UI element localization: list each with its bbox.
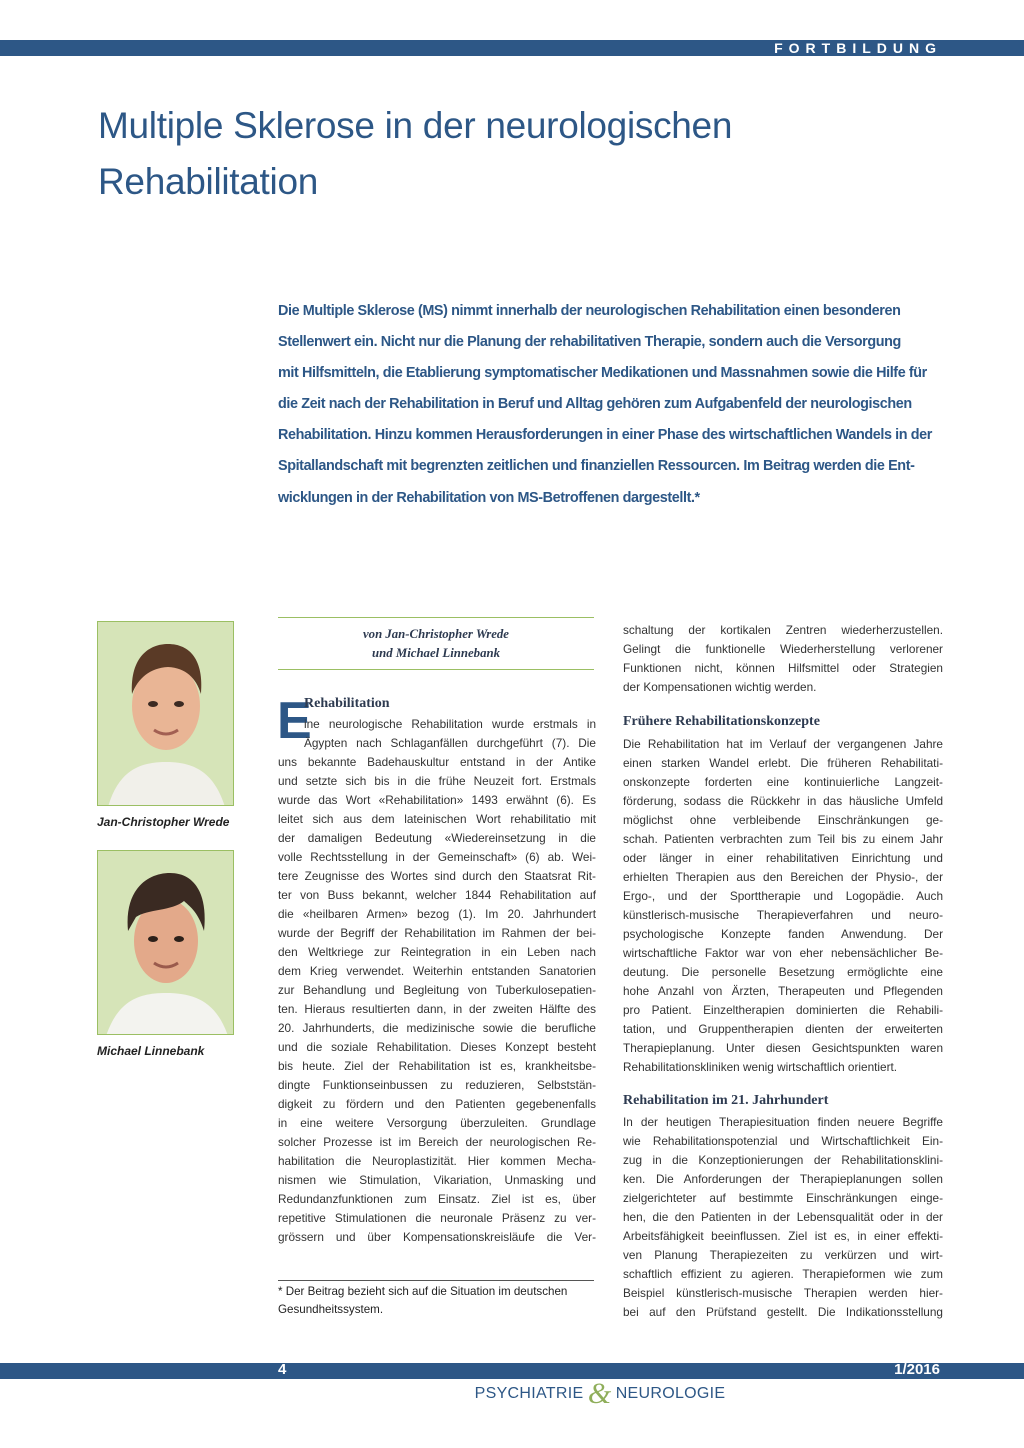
footnote-divider [278,1280,594,1281]
footer-bar [0,1363,1024,1379]
text-line: volle Rechtsstellung in der Gemeinschaft» (6) ab. Wei- [278,850,596,864]
text-line: der Kompensationen wichtig werden. [623,680,817,694]
text-line: und die soziale Rehabilitation. Dieses Konzept besteht [278,1040,596,1054]
text-line: Die Rehabilitation hat im Verlauf der vergangenen Jahre [623,737,943,751]
text-line: ter von Buss bekannt, welcher 1844 Rehabilitation auf [278,888,596,902]
logo-ampersand: & [587,1377,612,1410]
lead-line: mit Hilfsmitteln, die Etablierung symptomatischer Medikationen und Massnahmen sowie die Hilfe für [278,365,927,382]
author-caption-linnebank: Michael Linnebank [97,1044,205,1058]
text-line: ine neurologische Rehabilitation wurde erstmals in [304,717,596,731]
text-line: digkeit zu fördern und den Patienten gegebenenfalls [278,1097,596,1111]
text-line: hohe Anzahl von Ärzten, Therapeuten und Pflegenden [623,984,943,998]
portrait-image [98,851,234,1035]
text-line: förderung, sodass die Rückkehr in das häusliche Umfeld [623,794,943,808]
text-line: Funktionen nicht, können Hilfsmittel oder Strategien [623,661,943,675]
text-line: die «heilbaren Armen» bezog (1). Im 20. Jahrhundert [278,907,596,921]
logo-word-psychiatrie: PSYCHIATRIE [474,1385,584,1402]
author-caption-wrede: Jan-Christopher Wrede [97,815,230,829]
text-line: möglichst ohne verbleibende Einschränkungen ge- [623,813,943,827]
text-line: dem Krieg verwendet. Weiterhin entstanden Sanatorien [278,964,596,978]
page-number: 4 [278,1361,287,1378]
text-line: in eine weitere Versorgung überzuleiten. Grundlage [278,1116,596,1130]
text-line: wurde der Begriff der Rehabilitation im Rahmen der bei- [278,926,596,940]
text-line: onskonzepte forderten eine kontinuierliche Langzeit- [623,775,943,789]
text-line: Gelingt die funktionelle Wiederherstellung verlorener [623,642,943,656]
text-line: habilitation die Neuroplastizität. Hier kommen Mecha- [278,1154,596,1168]
text-line: deutung. Die personelle Besetzung ermöglichte eine [623,965,943,979]
portrait-image [98,622,234,806]
title-line-1: Multiple Sklerose in der neurologischen [98,105,733,146]
text-line: Beispiel künstlerisch-musische Therapien werden hier- [623,1286,943,1300]
drop-cap: E [277,692,312,750]
text-line: künstlerisch-musische Therapieverfahren und neuro- [623,908,943,922]
body-text-col2-section2 [623,735,943,1077]
text-line: zielgerichteter auf bestimmte Einschränkungen einge- [623,1191,943,1205]
footnote-line-2: Gesundheitssystem. [278,1303,384,1316]
author-photo-wrede [97,621,234,806]
lead-paragraph [278,296,948,514]
text-line: hen, die den Patienten in der Lebensqualität oder in der [623,1210,943,1224]
text-line: erhielten Therapien aus den Bereichen der Physio-, der [623,870,943,884]
section-label: FORTBILDUNG [774,40,942,56]
body-text-col1-indented [304,715,596,753]
text-line: Ägypten nach Schlaganfällen durchgeführt (7). Die [304,736,596,750]
journal-logo [450,1379,750,1415]
text-line: einen starken Wandel erlebt. Die früheren Rehabilitati- [623,756,943,770]
text-line: Therapieplanung. Unter diesen Gesichtspunkten waren [623,1041,943,1055]
text-line: 20. Jahrhunderts, die medizinische sowie die berufliche [278,1021,596,1035]
text-line: wurde das Wort «Rehabilitation» 1493 erwähnt (6). Es [278,793,596,807]
article-title [98,98,898,210]
text-line: Redundanzfunktionen zum Einsatz. Ziel ist es, über [278,1192,596,1206]
text-line: psychologische Konzepte fanden Anwendung. Der [623,927,943,941]
issue-number: 1/2016 [894,1361,940,1378]
text-line: ken. Die Anforderungen der Therapieplanungen sollen [623,1172,943,1186]
text-line: ten. Hieraus resultierten dann, in der zweiten Hälfte des [278,1002,596,1016]
text-line: ven Planung Therapiezeiten zu verkürzen und wirt- [623,1248,943,1262]
body-text-col1 [278,753,596,1247]
text-line: schah. Patienten verbrachten zum Teil bis zu einem Jahr [623,832,943,846]
footnote [278,1283,598,1319]
section-heading-21-jahrhundert: Rehabilitation im 21. Jahrhundert [623,1093,829,1108]
section-heading-rehabilitation: Rehabilitation [304,696,390,711]
text-line: wirtschaftliche Faktor war von eher nebensächlicher Be- [623,946,943,960]
section-heading-fruehere-konzepte: Frühere Rehabilitationskonzepte [623,714,820,729]
text-line: Arbeitsfähigkeit beeinflussen. Ziel ist es, in einer effekti- [623,1229,943,1243]
text-line: bei auf den Prüfstand gestellt. Die Indikationsstellung [623,1305,943,1319]
byline-line-1: von Jan-Christopher Wrede [362,627,509,641]
lead-line: Rehabilitation. Hinzu kommen Herausforderungen in einer Phase des wirtschaftlichen Wandels in der [278,427,932,444]
text-line: Rehabilitationskliniken wenig wirtschaftlich orientiert. [623,1060,898,1074]
text-line: zur Behandlung und Begleitung von Tuberkulosepatien- [278,983,596,997]
text-line: schaftlich effizient zu agieren. Therapieformen wie zum [623,1267,943,1281]
text-line: oder länger in einer rehabilitativen Einrichtung und [623,851,943,865]
logo-word-neurologie: NEUROLOGIE [615,1385,726,1402]
text-line: nismen wie Stimulation, Vikariation, Unmasking und [278,1173,596,1187]
text-line: solcher Prozesse ist im Bereich der neurologischen Re- [278,1135,596,1149]
lead-line: Spitallandschaft mit begrenzten zeitlichen und finanziellen Ressourcen. Im Beitrag werden die Ent- [278,458,915,475]
text-line: schaltung der kortikalen Zentren wiederherzustellen. [623,623,943,637]
author-photo-linnebank [97,850,234,1035]
text-line: und setzte sich bis in die frühe Neuzeit fort. Erstmals [278,774,596,788]
text-line: den Weltkriege zur Reintegration in ein Leben nach [278,945,596,959]
title-line-2: Rehabilitation [98,161,319,202]
text-line: Ergo-, und der Sporttherapie und Logopädie. Auch [623,889,943,903]
text-line: tation, und Gruppentherapien dienten der erweiterten [623,1022,943,1036]
lead-line: Stellenwert ein. Nicht nur die Planung der rehabilitativen Therapie, sondern auch die Versorgung [278,334,901,351]
text-line: tere Zeugnisse des Wortes sind durch den Staatsrat Rit- [278,869,596,883]
header-bar [0,40,1024,56]
body-text-col2-intro [623,621,943,697]
text-line: wie Rehabilitationspotenzial und Wirtschaftlichkeit Ein- [623,1134,943,1148]
text-line: der damaligen Bedeutung «Wiedereinsetzung in die [278,831,596,845]
byline [278,617,594,670]
text-line: uns bekannte Badehauskultur entstand in der Antike [278,755,596,769]
byline-line-2: und Michael Linnebank [372,646,500,660]
text-line: zug in die Konzeptionierungen der Rehabilitationsklini- [623,1153,943,1167]
text-line: bis heute. Ziel der Rehabilitation ist es, krankheitsbe- [278,1059,596,1073]
text-line: leitet sich aus dem lateinischen Wort rehabilitatio mit [278,812,596,826]
lead-line: Die Multiple Sklerose (MS) nimmt innerhalb der neurologischen Rehabilitation einen besonderen [278,303,901,319]
text-line: pro Patient. Einzeltherapien dominierten die Rehabili- [623,1003,943,1017]
lead-line: wicklungen in der Rehabilitation von MS-Betroffenen dargestellt.* [278,489,700,506]
footnote-line-1: * Der Beitrag bezieht sich auf die Situation im deutschen [278,1285,568,1298]
body-text-col2-section3 [623,1113,943,1322]
text-line: grössern und über Kompensationskreisläufe die Ver- [278,1230,596,1244]
text-line: repetitive Stimulationen die neuronale Präsenz zu ver- [278,1211,596,1225]
lead-line: die Zeit nach der Rehabilitation in Beruf und Alltag gehören zum Aufgabenfeld der neurologischen [278,396,912,413]
text-line: In der heutigen Therapiesituation finden neuere Begriffe [623,1115,943,1129]
text-line: dingte Funktionseinbussen zu reduzieren, Selbststän- [278,1078,596,1092]
